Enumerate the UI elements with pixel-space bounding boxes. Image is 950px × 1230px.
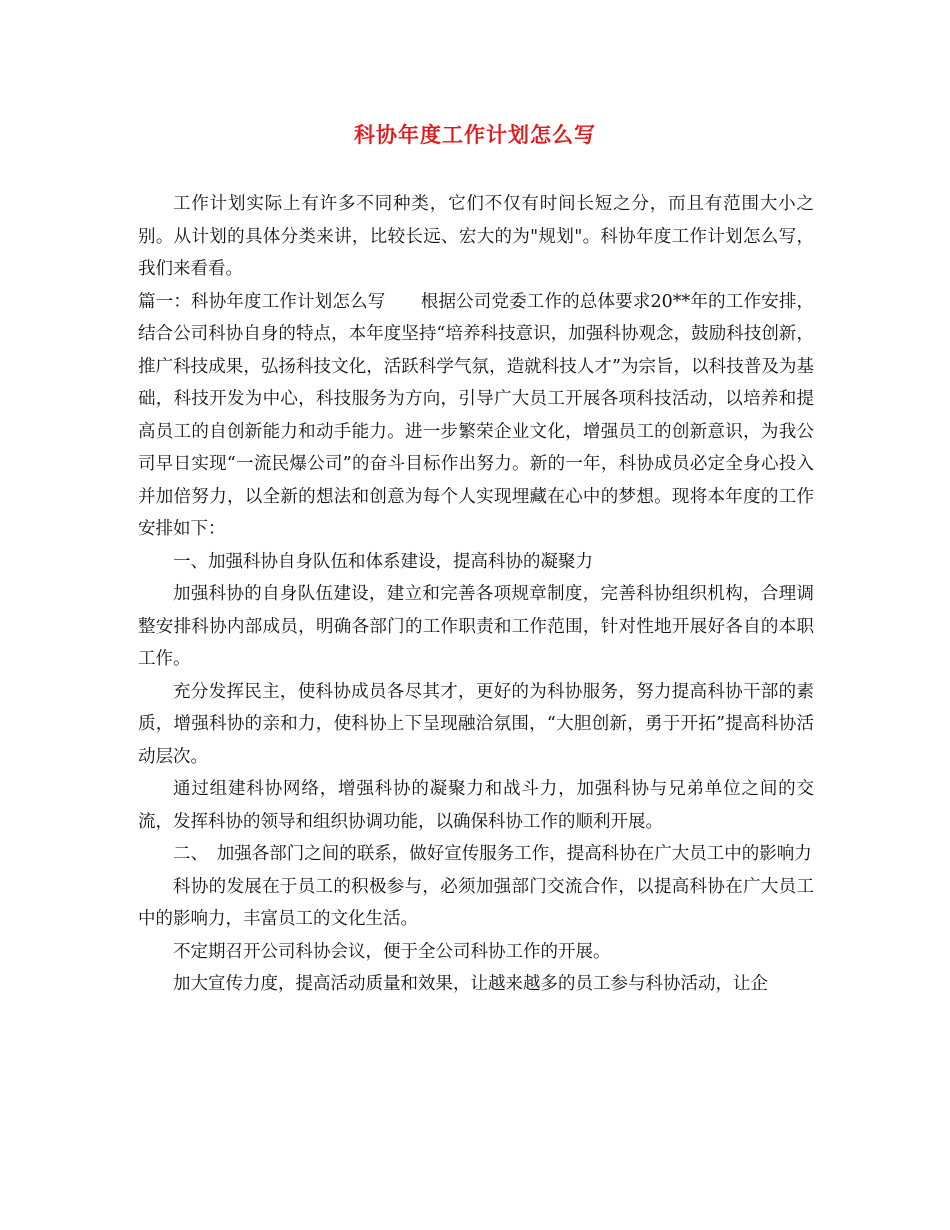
paragraph-publicity: 加大宣传力度，提高活动质量和效果，让越来越多的员工参与科协活动，让企 [173, 974, 768, 994]
paragraph-meetings: 不定期召开公司科协会议，便于全公司科协工作的开展。 [173, 941, 611, 962]
paragraph-participation: 科协的发展在于员工的积极参与，必须加强部门交流合作，以提高科协在广大员工中的影响力，丰富员工的文化生活。 [138, 876, 814, 929]
paragraph-intro: 工作计划实际上有许多不同种类，它们不仅有时间长短之分，而且有范围大小之别。从计划的具体分类来讲，比较长远、宏大的为"规划"。科协年度工作计划怎么写，我们来看看。 [138, 194, 814, 279]
paragraph-network: 通过组建科协网络，增强科协的凝聚力和战斗力，加强科协与兄弟单位之间的交流，发挥科协的领导和组织协调功能，以确保科协工作的顺利开展。 [138, 779, 814, 832]
document-body [138, 188, 814, 1001]
section-heading-two: 二、 加强各部门之间的联系，做好宣传服务工作，提高科协在广大员工中的影响力 [173, 844, 812, 864]
document-title: 科协年度工作计划怎么写 [354, 122, 596, 147]
paragraph-article-one: 篇一：科协年度工作计划怎么写 根据公司党委工作的总体要求20**年的工作安排，结合公司科协自身的特点，本年度坚持“培养科技意识，加强科协观念，鼓励科技创新，推广科技成果，弘扬科技文化，活跃科学气氛，造就科技人才”为宗旨，以科技普及为基础，科技开发为中心，科技服务为方向，引导广大员工开展各项科技活动，以培养和提高员工的自创新能力和动手能力。进一步繁荣企业文化，增强员工的创新意识，为我公司早日实现“一流民爆公司”的奋斗目标作出努力。新的一年，科协成员必定全身心投入并加倍努力，以全新的想法和创意为每个人实现埋藏在心中的梦想。现将本年度的工作安排如下： [138, 291, 814, 539]
paragraph-democracy: 充分发挥民主，使科协成员各尽其才，更好的为科协服务，努力提高科协干部的素质，增强科协的亲和力，使科协上下呈现融洽氛围，“大胆创新，勇于开拓”提高科协活动层次。 [138, 681, 814, 767]
section-heading-one: 一、加强科协自身队伍和体系建设，提高科协的凝聚力 [173, 551, 593, 572]
paragraph-team-building: 加强科协的自身队伍建设，建立和完善各项规章制度，完善科协组织机构，合理调整安排科协内部成员，明确各部门的工作职责和工作范围，针对性地开展好各自的本职工作。 [138, 584, 814, 669]
